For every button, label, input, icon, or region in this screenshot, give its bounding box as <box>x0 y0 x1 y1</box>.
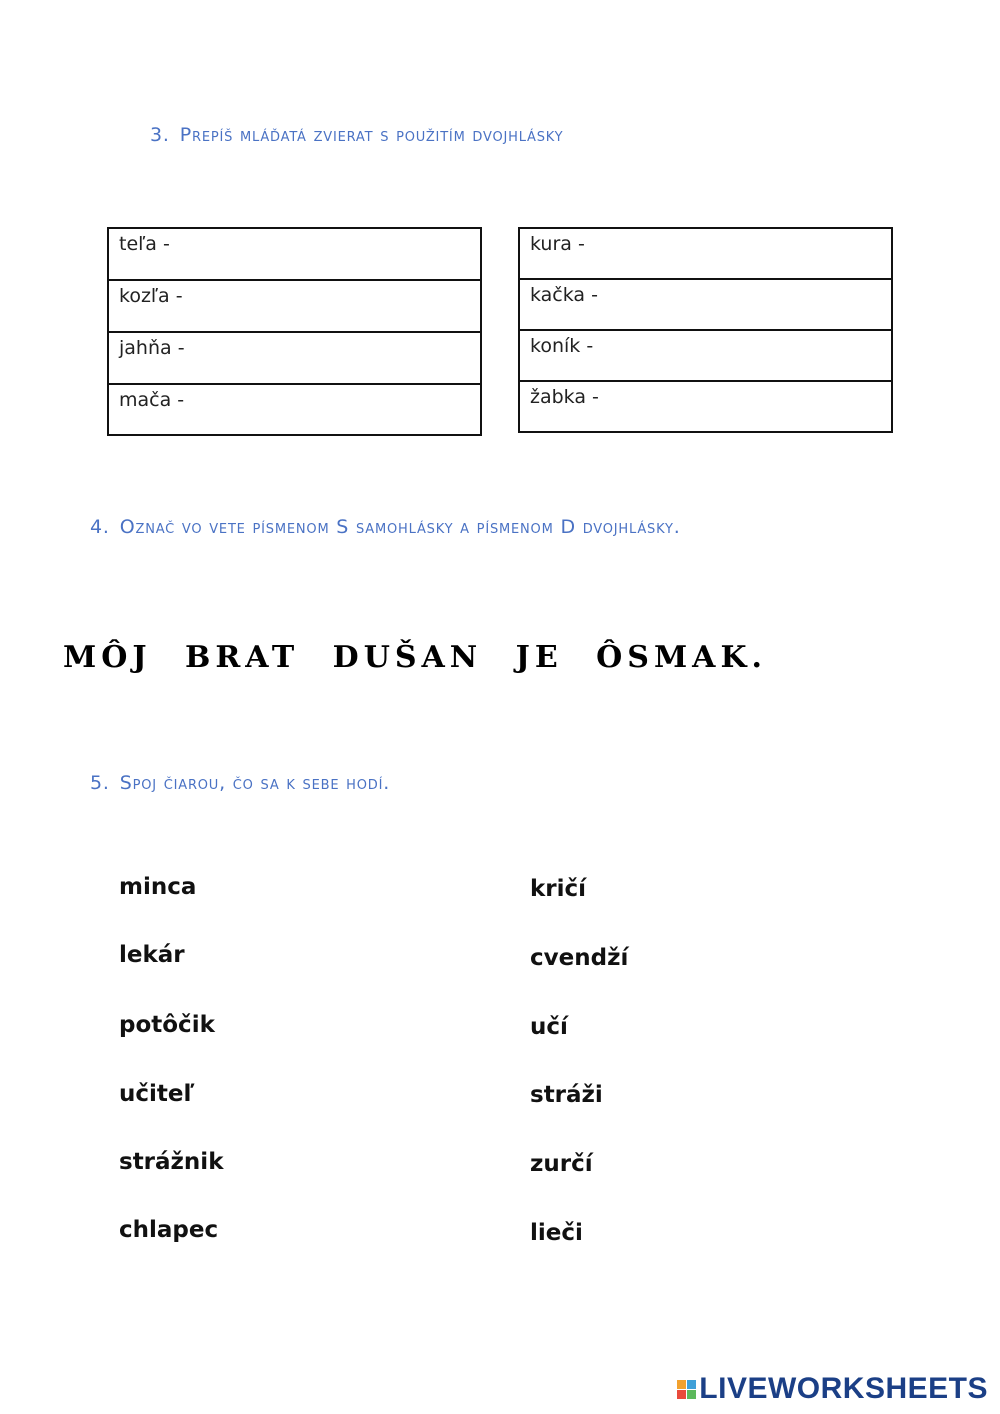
exercise-sentence: MÔJ BRAT DUŠAN JE ÔSMAK. <box>63 640 767 675</box>
table-row[interactable]: kura - <box>520 229 891 280</box>
logo-square-icon <box>687 1390 696 1399</box>
brand-name: LIVEWORKSHEETS <box>699 1372 988 1405</box>
animal-young-table-right <box>518 227 893 433</box>
table-row[interactable]: jahňa - <box>109 333 480 385</box>
liveworksheets-brand[interactable] <box>677 1372 988 1406</box>
task-5-title: Spoj čiarou, čo sa k sebe hodí. <box>119 772 391 794</box>
table-row[interactable]: kačka - <box>520 280 891 331</box>
task-4-title: Označ vo vete písmenom S samohlásky a písmenom D dvojhlásky. <box>119 516 681 538</box>
match-left-word[interactable]: učiteľ <box>119 1081 195 1107</box>
table-row[interactable]: mača - <box>119 389 185 411</box>
animal-young-table-left <box>107 227 482 436</box>
match-right-word[interactable]: kričí <box>530 876 587 902</box>
match-right-word[interactable]: lieči <box>530 1220 583 1246</box>
table-row[interactable]: kozľa - <box>109 281 480 333</box>
match-left-word[interactable]: strážnik <box>119 1149 224 1175</box>
task-3-heading <box>150 124 563 146</box>
logo-square-icon <box>687 1380 696 1389</box>
logo-square-icon <box>677 1380 686 1389</box>
table-row[interactable]: teľa - <box>109 229 480 281</box>
logo-square-icon <box>677 1390 686 1399</box>
task-3-title: Prepíš mláďatá zvierat s použitím dvojhlásky <box>179 124 564 146</box>
task-4-number: 4. <box>90 516 110 538</box>
match-left-word[interactable]: minca <box>119 874 197 900</box>
match-right-word[interactable]: učí <box>530 1014 568 1040</box>
task-5-number: 5. <box>90 772 110 794</box>
table-row[interactable]: koník - <box>520 331 891 382</box>
task-5-heading <box>90 772 390 794</box>
match-right-word[interactable]: zurčí <box>530 1151 593 1177</box>
task-4-heading <box>90 516 681 538</box>
task-3-number: 3. <box>150 124 170 146</box>
match-left-word[interactable]: potôčik <box>119 1012 215 1038</box>
match-right-word[interactable]: cvendží <box>530 945 629 971</box>
match-right-word[interactable]: stráži <box>530 1082 603 1108</box>
liveworksheets-logo-icon <box>677 1380 696 1399</box>
match-left-word[interactable]: lekár <box>119 942 185 968</box>
match-left-word[interactable]: chlapec <box>119 1217 219 1243</box>
table-row[interactable]: žabka - <box>530 386 599 408</box>
